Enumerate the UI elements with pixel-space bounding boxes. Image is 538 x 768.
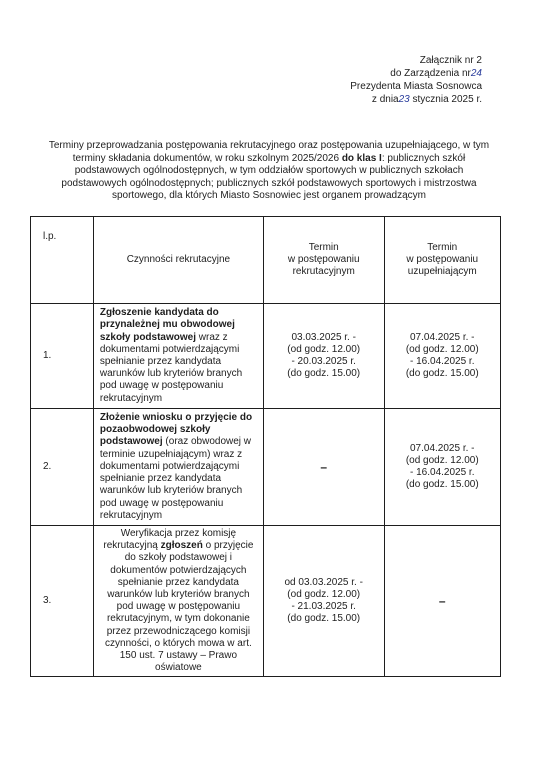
table-row (31, 409, 501, 526)
row-activity: Zgłoszenie kandydata do przynależnej mu obwodowej szkoły podstawowej wraz z dokumentami potwierdzającymi spełnianie przez kandydata warunków lub kryteriów branych pod uwagę w postępowaniu rekrutacyjnym (93, 304, 263, 409)
row-term-supplementary: 07.04.2025 r. - (od godz. 12.00) - 16.04.2025 r. (do godz. 15.00) (384, 304, 501, 409)
header-term-supplementary: Termin w postępowaniu uzupełniającym (384, 217, 501, 304)
row-term-recruitment: – (263, 409, 384, 526)
handwritten-day: 23 (398, 94, 410, 105)
title-emphasis: do klas I (341, 152, 382, 164)
schedule-table (30, 216, 501, 677)
annex-date: z dnia23 stycznia 2025 r. (371, 94, 482, 105)
row-number: 2. (31, 409, 94, 526)
row-activity: Złożenie wniosku o przyjęcie do pozaobwodowej szkoły podstawowej (oraz obwodowej w terminie uzupełniającym) wraz z dokumentami potwierdzającymi spełnianie przez kandydata warunków lub kryteriów branych pod uwagę w postępowaniu rekrutacyjnym (93, 409, 263, 526)
annex-header (350, 54, 482, 106)
handwritten-ordinance-number: 24 (470, 68, 482, 79)
row-term-supplementary: – (384, 526, 501, 677)
row-activity: Weryfikacja przez komisję rekrutacyjną zgłoszeń o przyjęcie do szkoły podstawowej i dokumentów potwierdzających spełnianie przez kandydata warunków lub kryteriów branych pod uwagę w postępowaniu rekrutacyjnym, w tym dokonanie przez przewodniczącego komisji czynności, o których mowa w art. 150 ust. 7 ustawy – Prawo oświatowe (93, 526, 263, 677)
document-title: Terminy przeprowadzania postępowania rekrutacyjnego oraz postępowania uzupełniającego, w tym terminy składania dokumentów, w roku szkolnym 2025/2026 do klas I: publicznych szkół podstawowych ogólnodostępnych, w tym oddziałów sportowych w publicznych szkołach podstawowych ogólnodostępnych; publicznych szkół podstawowych sportowych i mistrzostwa sportowego, dla których Miasto Sosnowiec jest organem prowadzącym (48, 140, 490, 202)
header-lp: l.p. (31, 217, 94, 304)
row-number: 3. (31, 526, 94, 677)
row-number: 1. (31, 304, 94, 409)
table-row (31, 526, 501, 677)
header-activity: Czynności rekrutacyjne (93, 217, 263, 304)
annex-number: Załącznik nr 2 (419, 55, 482, 66)
row-term-recruitment: od 03.03.2025 r. - (od godz. 12.00) - 21.03.2025 r. (do godz. 15.00) (263, 526, 384, 677)
header-term-recruitment: Termin w postępowaniu rekrutacyjnym (263, 217, 384, 304)
table-header-row (31, 217, 501, 304)
row-term-supplementary: 07.04.2025 r. - (od godz. 12.00) - 16.04.2025 r. (do godz. 15.00) (384, 409, 501, 526)
row-term-recruitment: 03.03.2025 r. - (od godz. 12.00) - 20.03.2025 r. (do godz. 15.00) (263, 304, 384, 409)
annex-ordinance: do Zarządzenia nr24 (390, 68, 482, 79)
annex-issuer: Prezydenta Miasta Sosnowca (350, 81, 482, 92)
table-row (31, 304, 501, 409)
